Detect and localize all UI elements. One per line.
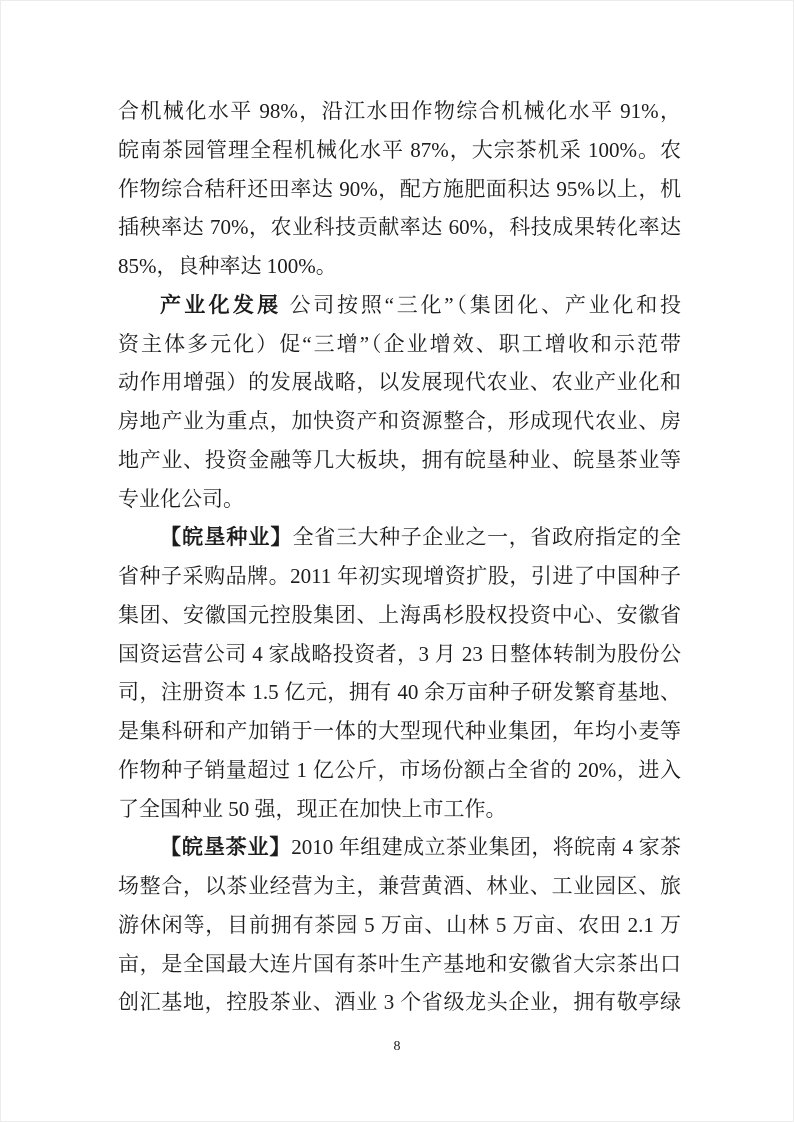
paragraph-wankeng-seed-industry [118,518,681,828]
text-line: 地产业、投资金融等几大板块，拥有皖垦种业、皖垦茶业等 [118,447,681,472]
text-line: 皖南茶园管理全程机械化水平 87%，大宗茶机采 100%。农 [118,137,681,162]
text-line: 专业化公司。 [118,486,244,511]
text-line: 创汇基地，控股茶业、酒业 3 个省级龙头企业，拥有敬亭绿 [118,990,681,1015]
text-line: 省种子采购品牌。2011 年初实现增资扩股，引进了中国种子 [118,564,681,588]
text-line: 动作用增强）的发展战略，以发展现代农业、农业产业化和 [118,370,681,395]
page-number: 8 [393,1039,401,1054]
text-line: 产业化发展 公司按照“三化”（集团化、产业化和投 [160,292,681,317]
document-body [118,92,681,1022]
text-line: 作物种子销量超过 1 亿公斤，市场份额占全省的 20%，进入 [118,757,681,782]
bold-heading: 【皖垦种业】 [160,525,293,550]
text-line: 插秧率达 70%，农业科技贡献率达 60%，科技成果转化率达 [118,215,681,240]
paragraph-wankeng-tea-industry [118,828,681,1022]
text-line: 作物综合秸秆还田率达 90%，配方施肥面积达 95%以上，机 [118,176,681,201]
text-line: 场整合，以茶业经营为主，兼营黄酒、林业、工业园区、旅 [118,874,681,898]
text-line: 亩，是全国最大连片国有茶叶生产基地和安徽省大宗茶出口 [118,951,681,976]
text-line: 【皖垦茶业】2010 年组建成立茶业集团，将皖南 4 家茶 [160,835,681,860]
text-line: 了全国种业 50 强，现正在加快上市工作。 [118,796,507,821]
bold-heading: 【皖垦茶业】 [160,835,292,860]
paragraph-industrialization-development [118,286,681,519]
text-line: 房地产业为重点，加快资产和资源整合，形成现代农业、房 [118,409,681,433]
text-line: 【皖垦种业】全省三大种子企业之一，省政府指定的全 [160,525,681,550]
text-line: 集团、安徽国元控股集团、上海禹杉股权投资中心、安徽省 [118,602,681,627]
paragraph-mechanization-stats [118,92,681,286]
text-line: 合机械化水平 98%，沿江水田作物综合机械化水平 91%， [118,99,681,123]
text-line: 85%，良种率达 100%。 [118,254,337,278]
text-line: 是集科研和产加销于一体的大型现代种业集团，年均小麦等 [118,719,681,743]
text-line: 司，注册资本 1.5 亿元，拥有 40 余万亩种子研发繁育基地、 [118,680,681,705]
text-line: 资主体多元化）促“三增”（企业增效、职工增收和示范带 [118,331,681,356]
text-line: 国资运营公司 4 家战略投资者，3 月 23 日整体转制为股份公 [118,641,681,666]
text-line: 游休闲等，目前拥有茶园 5 万亩、山林 5 万亩、农田 2.1 万 [118,912,681,937]
bold-heading: 产业化发展 [160,292,282,317]
